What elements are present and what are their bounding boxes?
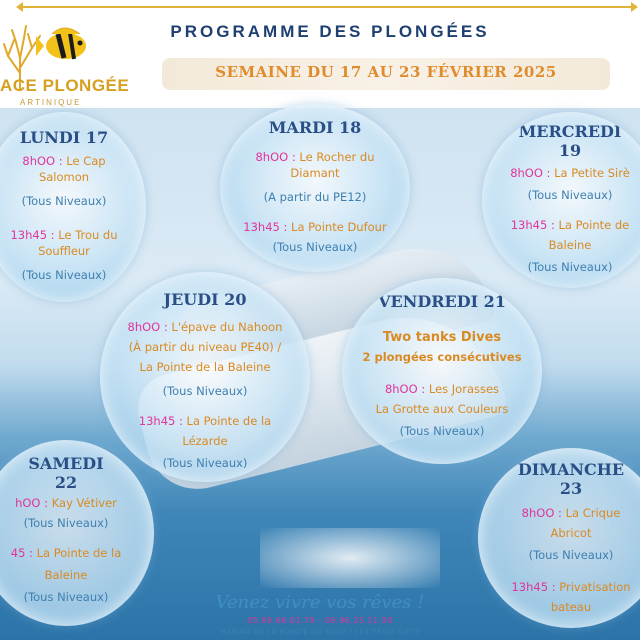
special-subtitle: 2 plongées consécutives [362, 350, 522, 364]
session-place: La Pointe de la [36, 546, 122, 560]
day-title: MERCREDI [518, 122, 622, 141]
session-2 [478, 580, 640, 595]
session-place: Les Jorasses [428, 382, 500, 396]
session-time: 13h45 : [511, 580, 556, 594]
session-place: La Pointe de la Baleine [139, 360, 271, 374]
session-place: La Pointe de la [186, 414, 272, 428]
day-bubble-jeudi [100, 272, 310, 482]
session-level: (Tous Niveaux) [528, 548, 614, 562]
day-title: MARDI 18 [268, 118, 362, 137]
day-bubble-dimanche [478, 448, 640, 628]
session-time: 8hOO : [22, 154, 63, 168]
session-level: (Tous Niveaux) [399, 424, 485, 438]
day-bubble-samedi [0, 440, 154, 626]
session-time: 8hOO : [510, 166, 551, 180]
session-1 [220, 150, 410, 165]
session-level: (Tous Niveaux) [21, 194, 107, 208]
session-place: La Petite Sirè [554, 166, 630, 180]
session-place: La Pointe de [558, 218, 630, 232]
sun-glare [260, 528, 440, 588]
session-place: Abricot [550, 526, 592, 540]
day-number: 22 [54, 473, 78, 492]
day-bubble-mercredi [482, 112, 640, 288]
session-level: (Tous Niveaux) [162, 384, 248, 398]
session-place: L'épave du Nahoon [171, 320, 283, 334]
session-1 [0, 496, 154, 511]
session-2 [482, 218, 640, 233]
decorative-arrow-line [22, 6, 632, 8]
session-level: (Tous Niveaux) [21, 268, 107, 282]
session-place: Souffleur [38, 244, 90, 258]
special-title: Two tanks Dives [382, 330, 502, 345]
day-title: VENDREDI 21 [378, 292, 506, 311]
session-1 [342, 382, 542, 397]
session-place: Kay Vétiver [51, 496, 117, 510]
session-place: La Grotte aux Couleurs [375, 402, 509, 416]
arrow-right-icon [631, 2, 638, 12]
session-place: Baleine [44, 568, 88, 582]
phone-numbers: 05.96.66.01.79 - 06.96.25.11.90 [247, 616, 393, 625]
session-time: 8hOO : [127, 320, 168, 334]
session-place: La Crique [565, 506, 621, 520]
session-level: (Tous Niveaux) [527, 260, 613, 274]
day-title: LUNDI 17 [19, 128, 109, 147]
page-title: PROGRAMME DES PLONGÉES [170, 22, 490, 41]
session-time: 45 : [10, 546, 33, 560]
session-2 [100, 414, 310, 429]
session-time: hOO : [15, 496, 49, 510]
session-level: (A partir du PE12) [263, 190, 367, 204]
session-place: Le Cap [66, 154, 106, 168]
session-2 [0, 546, 154, 561]
session-place: (À partir du niveau PE40) / [128, 340, 282, 354]
session-1 [0, 154, 146, 169]
week-banner [162, 58, 610, 90]
session-time: 8hOO : [521, 506, 562, 520]
session-time: 8hOO : [384, 382, 426, 396]
logo-text: ACE PLONGÉE [0, 76, 130, 95]
day-bubble-lundi [0, 112, 146, 302]
session-level: (Tous Niveaux) [23, 516, 109, 530]
session-place: Privatisation [559, 580, 631, 594]
session-place: Salomon [38, 170, 90, 184]
session-time: 13h45 : [510, 218, 555, 232]
session-time: 13h45 : [243, 220, 288, 234]
week-range: SEMAINE DU 17 AU 23 FÉVRIER 2025 [215, 63, 557, 81]
session-place: Lézarde [182, 434, 228, 448]
arrow-left-icon [16, 2, 23, 12]
session-place: bateau [550, 600, 592, 614]
session-1 [478, 506, 640, 521]
session-place: Diamant [290, 166, 340, 180]
session-time: 8hOO : [255, 150, 296, 164]
session-1 [100, 320, 310, 335]
session-2 [0, 228, 146, 243]
session-place: Baleine [548, 238, 592, 252]
day-title: DIMANCHE [517, 460, 625, 479]
day-number: 19 [558, 141, 582, 160]
coral-fish-logo-icon [0, 18, 130, 110]
session-1 [482, 166, 640, 181]
session-level: (Tous Niveaux) [162, 456, 248, 470]
session-level: (Tous Niveaux) [272, 240, 358, 254]
tagline: Venez vivre vos rêves ! [215, 592, 425, 613]
day-bubble-mardi [220, 104, 410, 272]
session-2 [220, 220, 410, 235]
session-place: Le Trou du [58, 228, 118, 242]
day-title: JEUDI 20 [163, 290, 247, 309]
session-time: 13h45 : [138, 414, 183, 428]
logo-subtitle: ARTINIQUE [20, 98, 82, 107]
session-place: La Pointe Dufour [291, 220, 387, 234]
day-number: 23 [559, 479, 583, 498]
day-title: SAMEDI [28, 454, 104, 473]
address: MARINA DE LA POINTE DU BOUT - LES TROIS ILETS [219, 628, 421, 636]
session-place: Le Rocher du [299, 150, 375, 164]
session-level: (Tous Niveaux) [527, 188, 613, 202]
session-level: (Tous Niveaux) [23, 590, 109, 604]
session-time: 13h45 : [10, 228, 55, 242]
day-bubble-vendredi [342, 278, 542, 464]
